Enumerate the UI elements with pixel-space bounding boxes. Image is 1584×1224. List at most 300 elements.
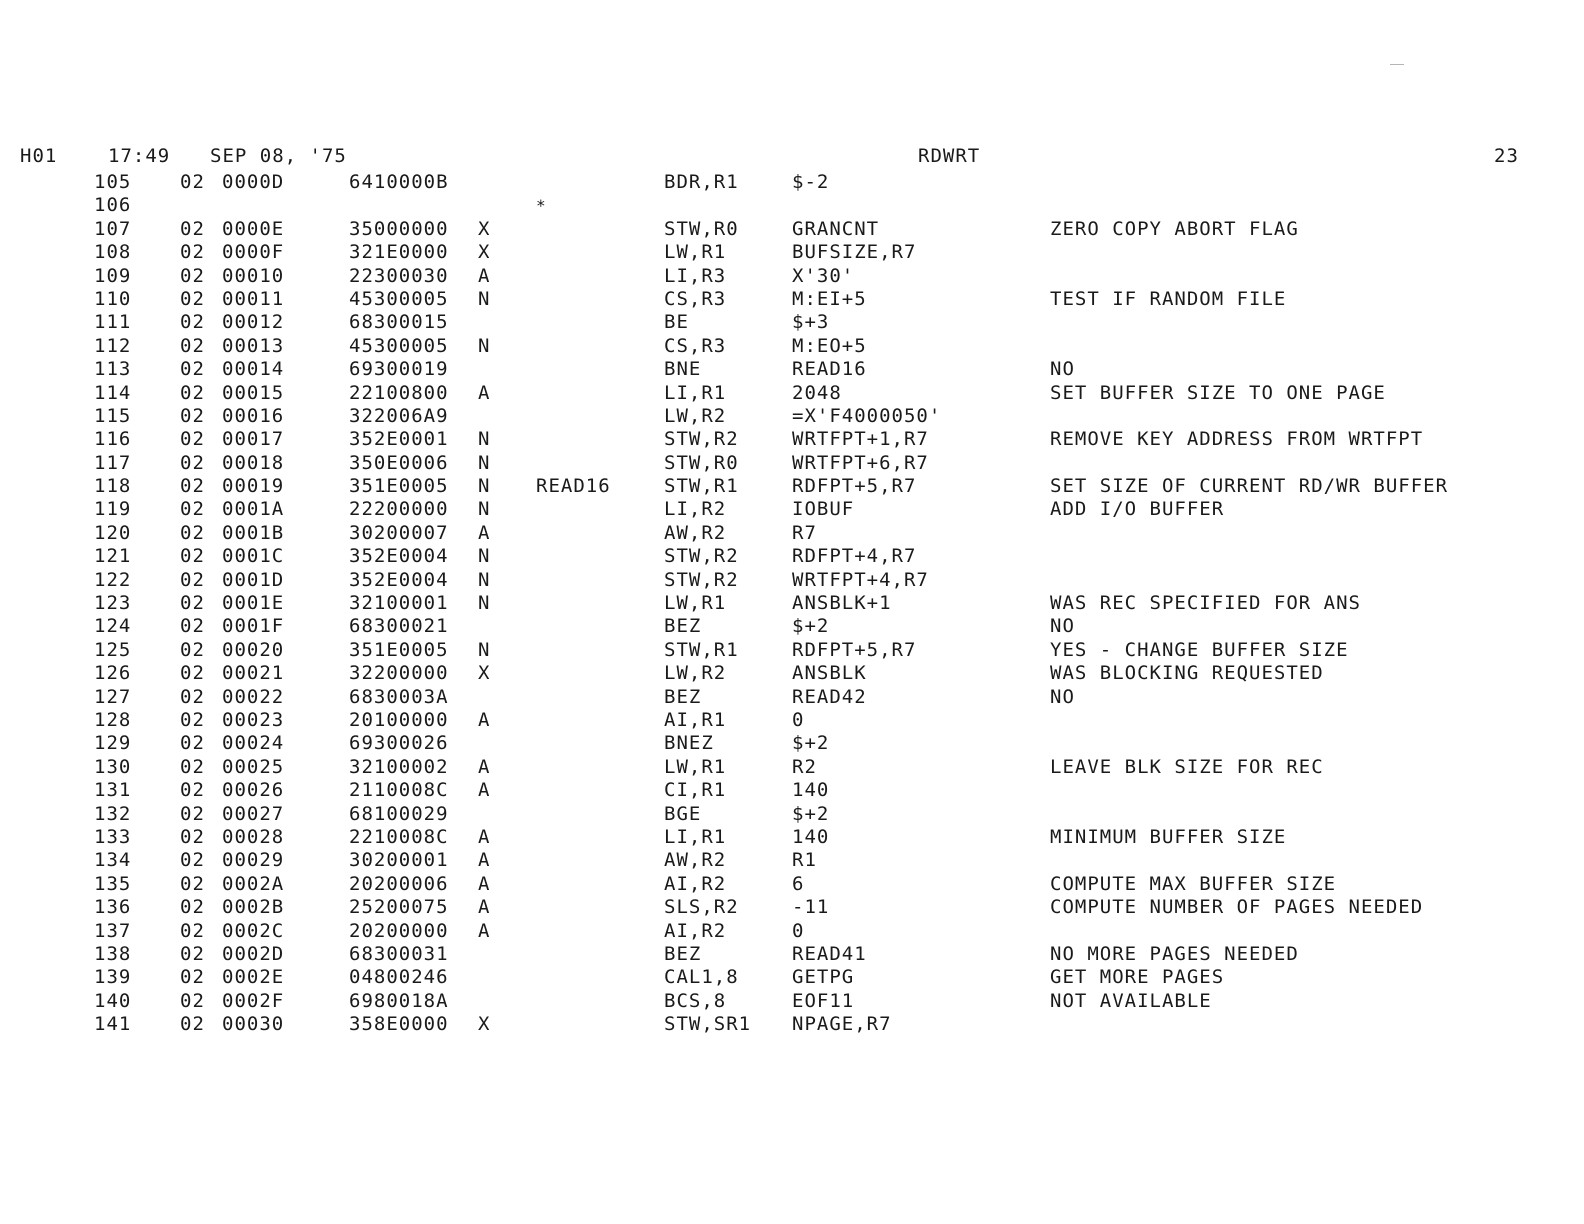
- opcode: STW,R1: [664, 638, 739, 661]
- address: 00028: [222, 825, 285, 848]
- address: 0002D: [222, 942, 285, 965]
- opcode: AI,R2: [664, 872, 727, 895]
- comment: YES - CHANGE BUFFER SIZE: [1050, 638, 1349, 661]
- address: 00029: [222, 849, 285, 872]
- relocation-flag: N: [478, 451, 491, 474]
- address: 0002F: [222, 989, 285, 1012]
- relocation-flag: A: [478, 825, 491, 848]
- object-code: 68100029: [349, 802, 449, 825]
- comment: NOT AVAILABLE: [1050, 989, 1212, 1012]
- listing-row: [0, 849, 1584, 872]
- opcode: AW,R2: [664, 521, 727, 544]
- segment-code: 02: [180, 825, 205, 848]
- comment: GET MORE PAGES: [1050, 966, 1225, 989]
- operand: $+2: [792, 732, 830, 755]
- label: READ16: [536, 475, 611, 498]
- opcode: BNEZ: [664, 732, 714, 755]
- line-number: 133: [94, 825, 132, 848]
- segment-code: 02: [180, 358, 205, 381]
- header-program: RDWRT: [918, 145, 981, 167]
- operand: 140: [792, 779, 830, 802]
- operand: $+3: [792, 311, 830, 334]
- opcode: BGE: [664, 802, 702, 825]
- listing-row: [0, 990, 1584, 1013]
- opcode: LI,R2: [664, 498, 727, 521]
- relocation-flag: N: [478, 287, 491, 310]
- relocation-flag: N: [478, 428, 491, 451]
- segment-code: 02: [180, 264, 205, 287]
- line-number: 105: [94, 171, 132, 193]
- comment: ZERO COPY ABORT FLAG: [1050, 217, 1299, 240]
- relocation-flag: N: [478, 334, 491, 357]
- line-number: 122: [94, 568, 132, 591]
- segment-code: 02: [180, 989, 205, 1012]
- line-number: 111: [94, 311, 132, 334]
- listing-row: [0, 873, 1584, 896]
- address: 0001E: [222, 592, 285, 615]
- address: 0000D: [222, 171, 285, 193]
- opcode: LI,R1: [664, 825, 727, 848]
- listing-row: [0, 779, 1584, 802]
- operand: 140: [792, 825, 830, 848]
- line-number: 139: [94, 966, 132, 989]
- object-code: 20200000: [349, 919, 449, 942]
- address: 00020: [222, 638, 285, 661]
- address: 0000E: [222, 217, 285, 240]
- relocation-flag: N: [478, 638, 491, 661]
- line-number: 126: [94, 662, 132, 685]
- listing-row: [0, 452, 1584, 475]
- address: 00024: [222, 732, 285, 755]
- segment-code: 02: [180, 755, 205, 778]
- segment-code: 02: [180, 919, 205, 942]
- operand: READ42: [792, 685, 867, 708]
- comment: NO: [1050, 685, 1075, 708]
- operand: READ16: [792, 358, 867, 381]
- comment: LEAVE BLK SIZE FOR REC: [1050, 755, 1324, 778]
- operand: 6: [792, 872, 805, 895]
- listing-row: [0, 592, 1584, 615]
- listing-row: [0, 943, 1584, 966]
- address: 00015: [222, 381, 285, 404]
- address: 0000F: [222, 241, 285, 264]
- opcode: LI,R1: [664, 381, 727, 404]
- line-number: 131: [94, 779, 132, 802]
- object-code: 352E0001: [349, 428, 449, 451]
- operand: -11: [792, 896, 830, 919]
- relocation-flag: A: [478, 849, 491, 872]
- opcode: LW,R1: [664, 241, 727, 264]
- address: 0001F: [222, 615, 285, 638]
- object-code: 352E0004: [349, 568, 449, 591]
- listing-row: [0, 966, 1584, 989]
- segment-code: 02: [180, 708, 205, 731]
- page-header: [0, 145, 1584, 169]
- opcode: CAL1,8: [664, 966, 739, 989]
- address: 00027: [222, 802, 285, 825]
- object-code: 04800246: [349, 966, 449, 989]
- address: 0002B: [222, 896, 285, 919]
- operand: BUFSIZE,R7: [792, 241, 917, 264]
- listing-row: [0, 686, 1584, 709]
- address: 00013: [222, 334, 285, 357]
- listing-row: [0, 639, 1584, 662]
- opcode: BNE: [664, 358, 702, 381]
- relocation-flag: N: [478, 498, 491, 521]
- listing-row: [0, 241, 1584, 264]
- operand: WRTFPT+4,R7: [792, 568, 929, 591]
- listing-row: [0, 896, 1584, 919]
- opcode: AW,R2: [664, 849, 727, 872]
- segment-code: 02: [180, 942, 205, 965]
- line-number: 125: [94, 638, 132, 661]
- address: 00021: [222, 662, 285, 685]
- listing-row: [0, 803, 1584, 826]
- operand: X'30': [792, 264, 855, 287]
- listing-row: [0, 405, 1584, 428]
- listing-row: [0, 194, 1584, 217]
- opcode: BDR,R1: [664, 171, 739, 193]
- object-code: 351E0005: [349, 638, 449, 661]
- line-number: 132: [94, 802, 132, 825]
- object-code: 20200006: [349, 872, 449, 895]
- segment-code: 02: [180, 592, 205, 615]
- line-number: 114: [94, 381, 132, 404]
- opcode: STW,R2: [664, 545, 739, 568]
- header-page-number: 23: [1494, 145, 1519, 167]
- address: 00012: [222, 311, 285, 334]
- line-number: 141: [94, 1013, 132, 1036]
- comment: SET SIZE OF CURRENT RD/WR BUFFER: [1050, 475, 1449, 498]
- listing-row: [0, 335, 1584, 358]
- relocation-flag: A: [478, 919, 491, 942]
- segment-code: 02: [180, 779, 205, 802]
- segment-code: 02: [180, 685, 205, 708]
- segment-code: 02: [180, 802, 205, 825]
- line-number: 120: [94, 521, 132, 544]
- segment-code: 02: [180, 662, 205, 685]
- listing-row: [0, 615, 1584, 638]
- object-code: 6980018A: [349, 989, 449, 1012]
- object-code: 20100000: [349, 708, 449, 731]
- line-number: 138: [94, 942, 132, 965]
- address: 00016: [222, 404, 285, 427]
- address: 0001C: [222, 545, 285, 568]
- opcode: AI,R1: [664, 708, 727, 731]
- operand: M:EO+5: [792, 334, 867, 357]
- address: 0002E: [222, 966, 285, 989]
- line-number: 117: [94, 451, 132, 474]
- comment: WAS BLOCKING REQUESTED: [1050, 662, 1324, 685]
- segment-code: 02: [180, 428, 205, 451]
- opcode: LI,R3: [664, 264, 727, 287]
- listing-row: [0, 428, 1584, 451]
- object-code: 30200001: [349, 849, 449, 872]
- operand: RDFPT+5,R7: [792, 638, 917, 661]
- opcode: LW,R2: [664, 404, 727, 427]
- segment-code: 02: [180, 1013, 205, 1036]
- operand: IOBUF: [792, 498, 855, 521]
- object-code: 322006A9: [349, 404, 449, 427]
- address: 00018: [222, 451, 285, 474]
- operand: $+2: [792, 802, 830, 825]
- listing-row: [0, 358, 1584, 381]
- scan-mark: [1390, 64, 1404, 65]
- comment: SET BUFFER SIZE TO ONE PAGE: [1050, 381, 1386, 404]
- operand: GETPG: [792, 966, 855, 989]
- comment: NO: [1050, 615, 1075, 638]
- object-code: 45300005: [349, 287, 449, 310]
- line-number: 109: [94, 264, 132, 287]
- segment-code: 02: [180, 475, 205, 498]
- relocation-flag: X: [478, 662, 491, 685]
- opcode: STW,R1: [664, 475, 739, 498]
- relocation-flag: A: [478, 381, 491, 404]
- segment-code: 02: [180, 896, 205, 919]
- comment: ADD I/O BUFFER: [1050, 498, 1225, 521]
- listing-row: [0, 545, 1584, 568]
- segment-code: 02: [180, 498, 205, 521]
- segment-code: 02: [180, 568, 205, 591]
- listing-row: [0, 171, 1584, 194]
- segment-code: 02: [180, 615, 205, 638]
- object-code: 45300005: [349, 334, 449, 357]
- opcode: AI,R2: [664, 919, 727, 942]
- object-code: 68300015: [349, 311, 449, 334]
- relocation-flag: N: [478, 568, 491, 591]
- object-code: 32100002: [349, 755, 449, 778]
- address: 0001D: [222, 568, 285, 591]
- relocation-flag: X: [478, 217, 491, 240]
- listing-row: [0, 709, 1584, 732]
- segment-code: 02: [180, 966, 205, 989]
- operand: NPAGE,R7: [792, 1013, 892, 1036]
- relocation-flag: X: [478, 1013, 491, 1036]
- address: 00011: [222, 287, 285, 310]
- listing-row: [0, 288, 1584, 311]
- object-code: 22200000: [349, 498, 449, 521]
- opcode: CS,R3: [664, 287, 727, 310]
- line-number: 136: [94, 896, 132, 919]
- segment-code: 02: [180, 311, 205, 334]
- operand: RDFPT+5,R7: [792, 475, 917, 498]
- opcode: BEZ: [664, 615, 702, 638]
- opcode: STW,R0: [664, 217, 739, 240]
- opcode: BE: [664, 311, 689, 334]
- line-number: 121: [94, 545, 132, 568]
- address: 0002A: [222, 872, 285, 895]
- opcode: LW,R2: [664, 662, 727, 685]
- segment-code: 02: [180, 171, 205, 193]
- comment: NO: [1050, 358, 1075, 381]
- listing-row: [0, 218, 1584, 241]
- line-number: 140: [94, 989, 132, 1012]
- segment-code: 02: [180, 381, 205, 404]
- line-number: 128: [94, 708, 132, 731]
- relocation-flag: A: [478, 264, 491, 287]
- operand: READ41: [792, 942, 867, 965]
- operand: ANSBLK+1: [792, 592, 892, 615]
- object-code: 22300030: [349, 264, 449, 287]
- operand: 0: [792, 708, 805, 731]
- relocation-flag: A: [478, 872, 491, 895]
- header-time: 17:49: [108, 145, 171, 167]
- listing-row: [0, 522, 1584, 545]
- relocation-flag: N: [478, 475, 491, 498]
- line-number: 134: [94, 849, 132, 872]
- object-code: 352E0004: [349, 545, 449, 568]
- comment: COMPUTE MAX BUFFER SIZE: [1050, 872, 1337, 895]
- header-id: H01: [20, 145, 58, 167]
- object-code: 32100001: [349, 592, 449, 615]
- star-mark: *: [536, 196, 546, 215]
- operand: =X'F4000050': [792, 404, 942, 427]
- line-number: 112: [94, 334, 132, 357]
- address: 00014: [222, 358, 285, 381]
- opcode: LW,R1: [664, 755, 727, 778]
- header-date: SEP 08, '75: [210, 145, 347, 167]
- relocation-flag: A: [478, 708, 491, 731]
- address: 00017: [222, 428, 285, 451]
- comment: MINIMUM BUFFER SIZE: [1050, 825, 1287, 848]
- line-number: 115: [94, 404, 132, 427]
- comment: TEST IF RANDOM FILE: [1050, 287, 1287, 310]
- opcode: CS,R3: [664, 334, 727, 357]
- listing-row: [0, 382, 1584, 405]
- operand: M:EI+5: [792, 287, 867, 310]
- segment-code: 02: [180, 521, 205, 544]
- opcode: BCS,8: [664, 989, 727, 1012]
- segment-code: 02: [180, 217, 205, 240]
- relocation-flag: A: [478, 521, 491, 544]
- relocation-flag: A: [478, 779, 491, 802]
- object-code: 69300026: [349, 732, 449, 755]
- segment-code: 02: [180, 287, 205, 310]
- line-number: 106: [94, 194, 132, 217]
- relocation-flag: A: [478, 755, 491, 778]
- listing-row: [0, 732, 1584, 755]
- opcode: CI,R1: [664, 779, 727, 802]
- opcode: SLS,R2: [664, 896, 739, 919]
- address: 00023: [222, 708, 285, 731]
- address: 0001A: [222, 498, 285, 521]
- segment-code: 02: [180, 241, 205, 264]
- segment-code: 02: [180, 404, 205, 427]
- listing-row: [0, 1013, 1584, 1036]
- address: 00030: [222, 1013, 285, 1036]
- opcode: BEZ: [664, 685, 702, 708]
- line-number: 137: [94, 919, 132, 942]
- object-code: 22100800: [349, 381, 449, 404]
- operand: ANSBLK: [792, 662, 867, 685]
- object-code: 68300021: [349, 615, 449, 638]
- listing-row: [0, 920, 1584, 943]
- listing-row: [0, 569, 1584, 592]
- segment-code: 02: [180, 638, 205, 661]
- line-number: 110: [94, 287, 132, 310]
- line-number: 113: [94, 358, 132, 381]
- operand: RDFPT+4,R7: [792, 545, 917, 568]
- address: 00022: [222, 685, 285, 708]
- operand: 0: [792, 919, 805, 942]
- listing-row: [0, 311, 1584, 334]
- address: 00025: [222, 755, 285, 778]
- segment-code: 02: [180, 732, 205, 755]
- line-number: 135: [94, 872, 132, 895]
- object-code: 351E0005: [349, 475, 449, 498]
- address: 0002C: [222, 919, 285, 942]
- object-code: 30200007: [349, 521, 449, 544]
- object-code: 6830003A: [349, 685, 449, 708]
- segment-code: 02: [180, 451, 205, 474]
- listing-row: [0, 475, 1584, 498]
- relocation-flag: A: [478, 896, 491, 919]
- line-number: 119: [94, 498, 132, 521]
- operand: $+2: [792, 615, 830, 638]
- address: 00010: [222, 264, 285, 287]
- listing-row: [0, 826, 1584, 849]
- relocation-flag: N: [478, 545, 491, 568]
- object-code: 6410000B: [349, 171, 449, 193]
- comment: NO MORE PAGES NEEDED: [1050, 942, 1299, 965]
- object-code: 32200000: [349, 662, 449, 685]
- object-code: 68300031: [349, 942, 449, 965]
- opcode: STW,R0: [664, 451, 739, 474]
- line-number: 129: [94, 732, 132, 755]
- segment-code: 02: [180, 334, 205, 357]
- object-code: 358E0000: [349, 1013, 449, 1036]
- object-code: 35000000: [349, 217, 449, 240]
- object-code: 350E0006: [349, 451, 449, 474]
- object-code: 25200075: [349, 896, 449, 919]
- segment-code: 02: [180, 849, 205, 872]
- line-number: 123: [94, 592, 132, 615]
- comment: COMPUTE NUMBER OF PAGES NEEDED: [1050, 896, 1424, 919]
- segment-code: 02: [180, 545, 205, 568]
- operand: R2: [792, 755, 817, 778]
- relocation-flag: X: [478, 241, 491, 264]
- opcode: STW,R2: [664, 568, 739, 591]
- opcode: STW,R2: [664, 428, 739, 451]
- assembly-listing: [0, 171, 1584, 1036]
- line-number: 108: [94, 241, 132, 264]
- comment: REMOVE KEY ADDRESS FROM WRTFPT: [1050, 428, 1424, 451]
- listing-row: [0, 265, 1584, 288]
- object-code: 321E0000: [349, 241, 449, 264]
- object-code: 2210008C: [349, 825, 449, 848]
- operand: WRTFPT+6,R7: [792, 451, 929, 474]
- opcode: STW,SR1: [664, 1013, 752, 1036]
- segment-code: 02: [180, 872, 205, 895]
- object-code: 69300019: [349, 358, 449, 381]
- line-number: 107: [94, 217, 132, 240]
- line-number: 127: [94, 685, 132, 708]
- operand: R1: [792, 849, 817, 872]
- line-number: 116: [94, 428, 132, 451]
- comment: WAS REC SPECIFIED FOR ANS: [1050, 592, 1361, 615]
- relocation-flag: N: [478, 592, 491, 615]
- listing-row: [0, 756, 1584, 779]
- address: 0001B: [222, 521, 285, 544]
- opcode: LW,R1: [664, 592, 727, 615]
- line-number: 130: [94, 755, 132, 778]
- operand: WRTFPT+1,R7: [792, 428, 929, 451]
- operand: GRANCNT: [792, 217, 880, 240]
- line-number: 124: [94, 615, 132, 638]
- opcode: BEZ: [664, 942, 702, 965]
- address: 00019: [222, 475, 285, 498]
- operand: R7: [792, 521, 817, 544]
